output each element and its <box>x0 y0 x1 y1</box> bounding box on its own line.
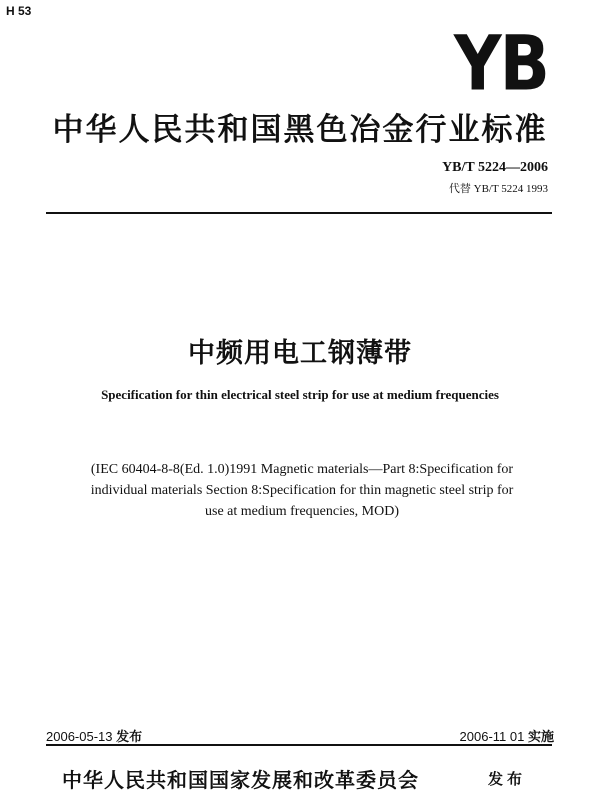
standard-number: YB/T 5224—2006 <box>442 160 548 175</box>
issue-date-value: 2006-05-13 <box>46 729 113 744</box>
iec-reference-line-2: individual materials Section 8:Specification for thin magnetic steel strip for <box>90 483 514 498</box>
classification-code: H 53 <box>6 4 32 18</box>
top-rule <box>46 212 552 214</box>
issue-date <box>46 726 142 745</box>
implementation-date-value: 2006-11 01 <box>459 729 525 744</box>
title-chinese: 中频用电工钢薄带 <box>188 338 412 369</box>
issue-date-label: 发布 <box>116 729 143 744</box>
iec-reference-line-3: use at medium frequencies, MOD) <box>205 504 399 519</box>
authority-title: 中华人民共和国黑色冶金行业标准 <box>52 112 548 148</box>
implementation-date <box>460 726 554 745</box>
iec-reference-line-1: (IEC 60404-8-8(Ed. 1.0)1991 Magnetic materials—Part 8:Specification for <box>90 462 514 477</box>
issuing-organization: 中华人民共和国国家发展和改革委员会 <box>62 768 419 792</box>
standard-logo: YB <box>453 19 548 108</box>
implementation-date-label: 实施 <box>527 729 554 744</box>
title-english: Specification for thin electrical steel strip for use at medium frequencies <box>101 387 499 402</box>
bottom-rule <box>46 744 552 746</box>
publish-label: 发布 <box>488 770 527 788</box>
iec-reference <box>46 459 558 522</box>
replaces-standard: 代替 YB/T 5224 1993 <box>448 183 548 195</box>
